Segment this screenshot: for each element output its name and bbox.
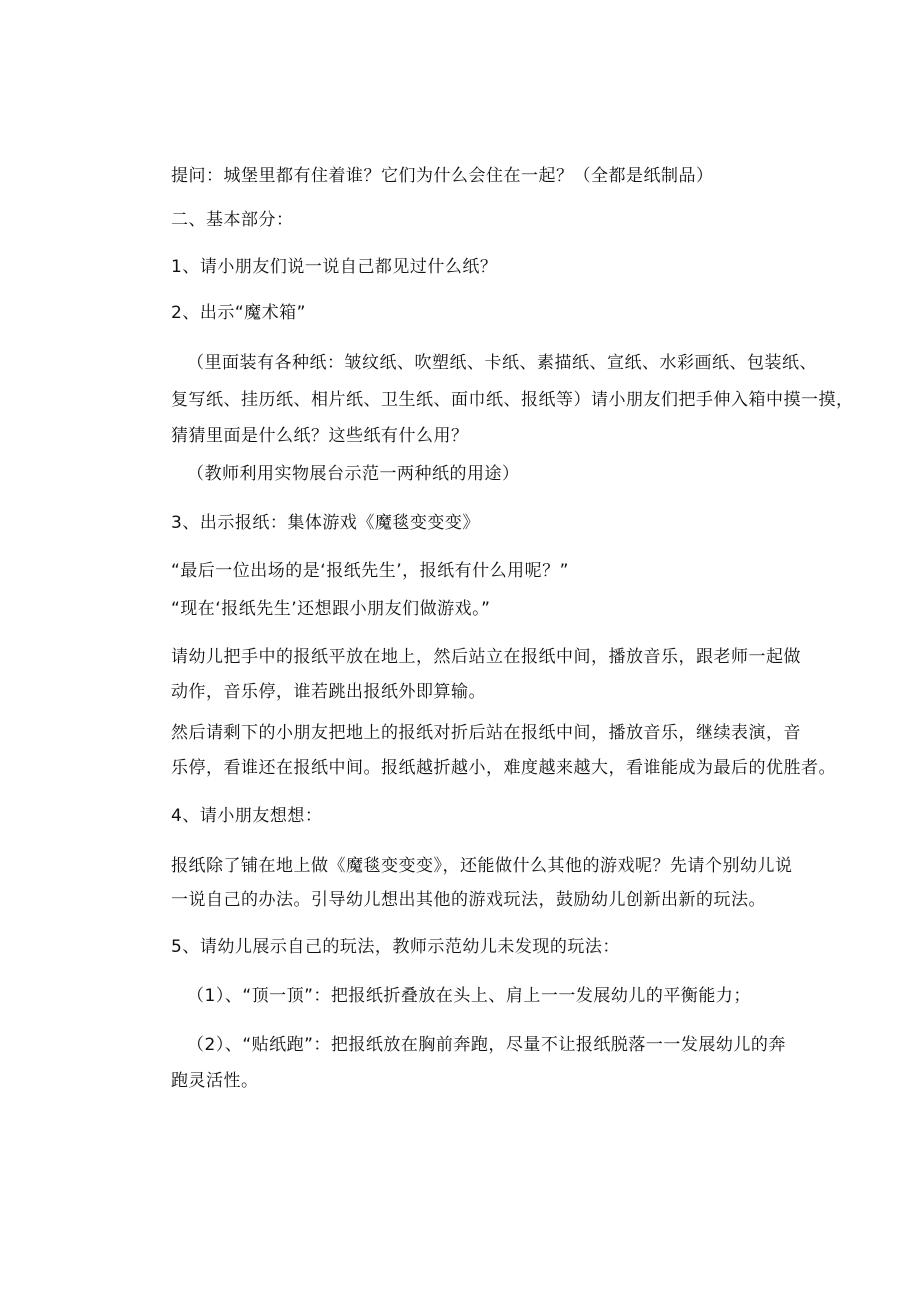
magic-box-text-3: 猜猜里面是什么纸？这些纸有什么用？ — [171, 426, 469, 446]
think-text-2: 一说自己的办法。引导幼儿想出其他的游戏玩法，鼓励幼儿创新出新的玩法。 — [171, 890, 766, 910]
step-3: 3、出示报纸：集体游戏《魔毯变变变》 — [171, 513, 480, 533]
quote-2: “现在‘报纸先生’还想跟小朋友们做游戏。” — [171, 599, 491, 619]
think-text-1: 报纸除了铺在地上做《魔毯变变变》，还能做什么其他的游戏呢？先请个别幼儿说 — [171, 856, 793, 876]
magic-box-text-2: 复写纸、挂历纸、相片纸、卫生纸、面巾纸、报纸等）请小朋友们把手伸入箱中摸一摸， — [171, 390, 854, 410]
play-method-1: （1）、“顶一顶”：把报纸折叠放在头上、肩上一一发展幼儿的平衡能力； — [187, 986, 751, 1006]
step-2: 2、出示“魔术箱” — [171, 303, 306, 323]
play-method-2b: 跑灵活性。 — [171, 1071, 259, 1091]
teacher-demo-note: （教师利用实物展台示范一两种纸的用途） — [187, 464, 520, 484]
magic-box-text-1: （里面装有各种纸：皱纹纸、吹塑纸、卡纸、素描纸、宣纸、水彩画纸、包装纸、 — [187, 353, 817, 373]
game-rule-2b: 乐停，看谁还在报纸中间。报纸越折越小，难度越来越大，看谁能成为最后的优胜者。 — [171, 758, 836, 778]
game-rule-2a: 然后请剩下的小朋友把地上的报纸对折后站在报纸中间，播放音乐，继续表演，音 — [171, 723, 801, 743]
question-line: 提问：城堡里都有住着谁？它们为什么会住在一起？（全都是纸制品） — [171, 166, 714, 186]
quote-1: “最后一位出场的是‘报纸先生’，报纸有什么用呢？” — [171, 561, 569, 581]
step-4: 4、请小朋友想想： — [171, 806, 323, 826]
step-1: 1、请小朋友们说一说自己都见过什么纸？ — [171, 257, 498, 277]
section-heading-basic: 二、基本部分： — [171, 210, 294, 230]
step-5: 5、请幼儿展示自己的玩法，教师示范幼儿未发现的玩法： — [171, 937, 620, 957]
game-rule-1b: 动作，音乐停，谁若跳出报纸外即算输。 — [171, 682, 486, 702]
game-rule-1a: 请幼儿把手中的报纸平放在地上，然后站立在报纸中间，播放音乐，跟老师一起做 — [171, 647, 801, 667]
play-method-2a: （2）、“贴纸跑”：把报纸放在胸前奔跑，尽量不让报纸脱落一一发展幼儿的奔 — [187, 1035, 786, 1055]
